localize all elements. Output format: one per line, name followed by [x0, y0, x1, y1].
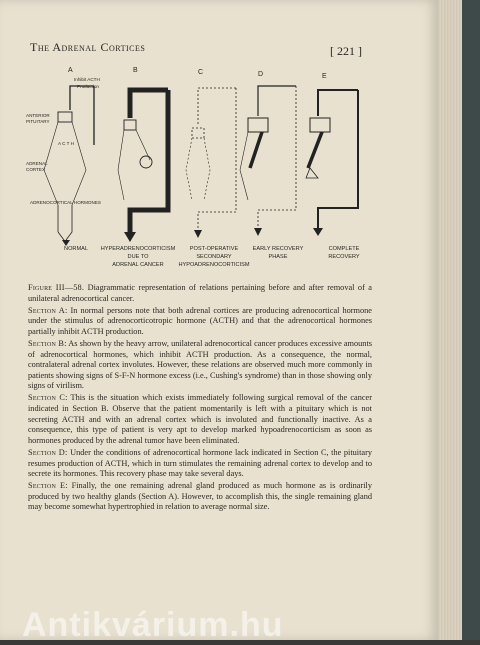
arrow-d: [258, 86, 296, 230]
heavy-arrow-b: [130, 90, 168, 235]
section-c: [28, 393, 372, 446]
running-head: The Adrenal Cortices: [30, 40, 146, 54]
section-a: [28, 306, 372, 338]
caption-e-line-1: COMPLETE: [328, 246, 360, 252]
book-cover: [462, 0, 480, 640]
column-letter-c: C: [198, 69, 204, 76]
watermark: Antikvárium.hu: [22, 606, 284, 644]
label-production: Production: [77, 84, 99, 89]
label-pituitary: PITUITARY: [26, 119, 50, 124]
caption-normal: NORMAL: [64, 246, 88, 252]
page-number: [ 221 ]: [330, 44, 362, 58]
figure-caption-text: Diagrammatic representation of relations pertaining before and after removal of a unilateral adrenocortical cancer.: [28, 283, 372, 303]
section-e: [28, 481, 372, 513]
pituitary-gland-c: [192, 128, 204, 138]
pituitary-gland-d: [248, 118, 268, 132]
tumor-b: [140, 156, 152, 168]
column-letter-d: D: [258, 71, 264, 78]
caption-c-line-3: HYPOADRENOCORTICISM: [178, 262, 250, 268]
section-d: [28, 448, 372, 480]
arrow-a: [70, 86, 94, 145]
figure-label: Figure III—58.: [28, 283, 85, 292]
section-a-text: In normal persons note that both adrenal cortices are producing adrenocortical hormone under the stimulus of adrenocorticotropic hormone (ACTH) and that the adrenocortical hormones partially inhibit ACTH production.: [28, 305, 372, 336]
column-letter-e: E: [322, 73, 327, 80]
figure-text: [28, 283, 372, 514]
label-hormones: ADRENOCORTICAL HORMONES: [30, 200, 101, 205]
section-d-text: Under the conditions of adrenocortical hormone lack indicated in Section C, the pituitary resumes production of ACTH, which in turn stimulates the remaining adrenal cortex to develop and to secrete its hormones. This recovery phase may take several days.: [28, 447, 372, 479]
column-letter-b: B: [133, 67, 138, 74]
dashed-arrow-c: [198, 88, 236, 232]
pituitary-gland-a: [58, 112, 72, 122]
caption-b-line-3: ADRENAL CANCER: [112, 262, 164, 268]
section-c-label: Section C:: [28, 393, 68, 403]
column-letter-a: A: [68, 67, 73, 74]
caption-b-line-1: HYPERADRENOCORTICISM: [100, 246, 176, 252]
caption-c-line-2: SECONDARY: [196, 254, 232, 260]
caption-d-line-1: EARLY RECOVERY: [252, 246, 304, 252]
label-inhibit-acth: Inhibit ACTH: [74, 77, 100, 82]
label-anterior: ANTERIOR: [26, 113, 50, 118]
arrow-e: [318, 90, 358, 230]
section-c-text: This is the situation which exists immediately following surgical removal of the cancer indicated in Section B. Observe that the patient momentarily is left with a pituitary which is not secreting ACTH and with an adrenal cortex which is involuted and functionally inactive. As a consequence, this type of patient is very apt to develop marked hypoadrenocorticism as soon as hormones produced by the adrenal tumor have been eliminated.: [28, 393, 372, 445]
page-edges: [438, 0, 462, 640]
pituitary-gland-b: [124, 120, 136, 130]
label-cortex: CORTEX: [26, 167, 46, 172]
label-acth: A C T H: [58, 141, 74, 146]
section-b-text: As shown by the heavy arrow, unilateral adrenocortical cancer produces excessive amounts of adrenocortical hormones, which inhibit ACTH production. As a consequence, the normal, contralateral adrenal cortex involutes. However, these relations are observed much more commonly in patients showing signs of S-F-N hormone excess (i.e., Cushing's syndrome) than in those showing only signs of virilism.: [28, 338, 372, 391]
pituitary-gland-e: [310, 118, 330, 132]
section-a-label: Section A:: [28, 305, 68, 315]
section-b: [28, 339, 372, 392]
section-d-label: Section D:: [28, 447, 68, 457]
section-e-text: Finally, the one remaining adrenal gland produced as much hormone as is ordinarily produced by two healthy glands (Section A). However, to accomplish this, the single remaining gland may become somewhat hypertrophied in relation to average normal size.: [28, 481, 372, 512]
figure-diagram: [0, 0, 438, 290]
figure-caption: [28, 283, 372, 304]
caption-e-line-2: RECOVERY: [328, 254, 360, 260]
caption-c-line-1: POST-OPERATIVE: [189, 246, 239, 252]
section-b-label: Section B:: [28, 338, 67, 348]
section-e-label: Section E:: [28, 481, 68, 491]
caption-d-line-2: PHASE: [268, 254, 288, 260]
label-adrenal: ADRENAL: [26, 161, 48, 166]
caption-b-line-2: DUE TO: [127, 254, 149, 260]
